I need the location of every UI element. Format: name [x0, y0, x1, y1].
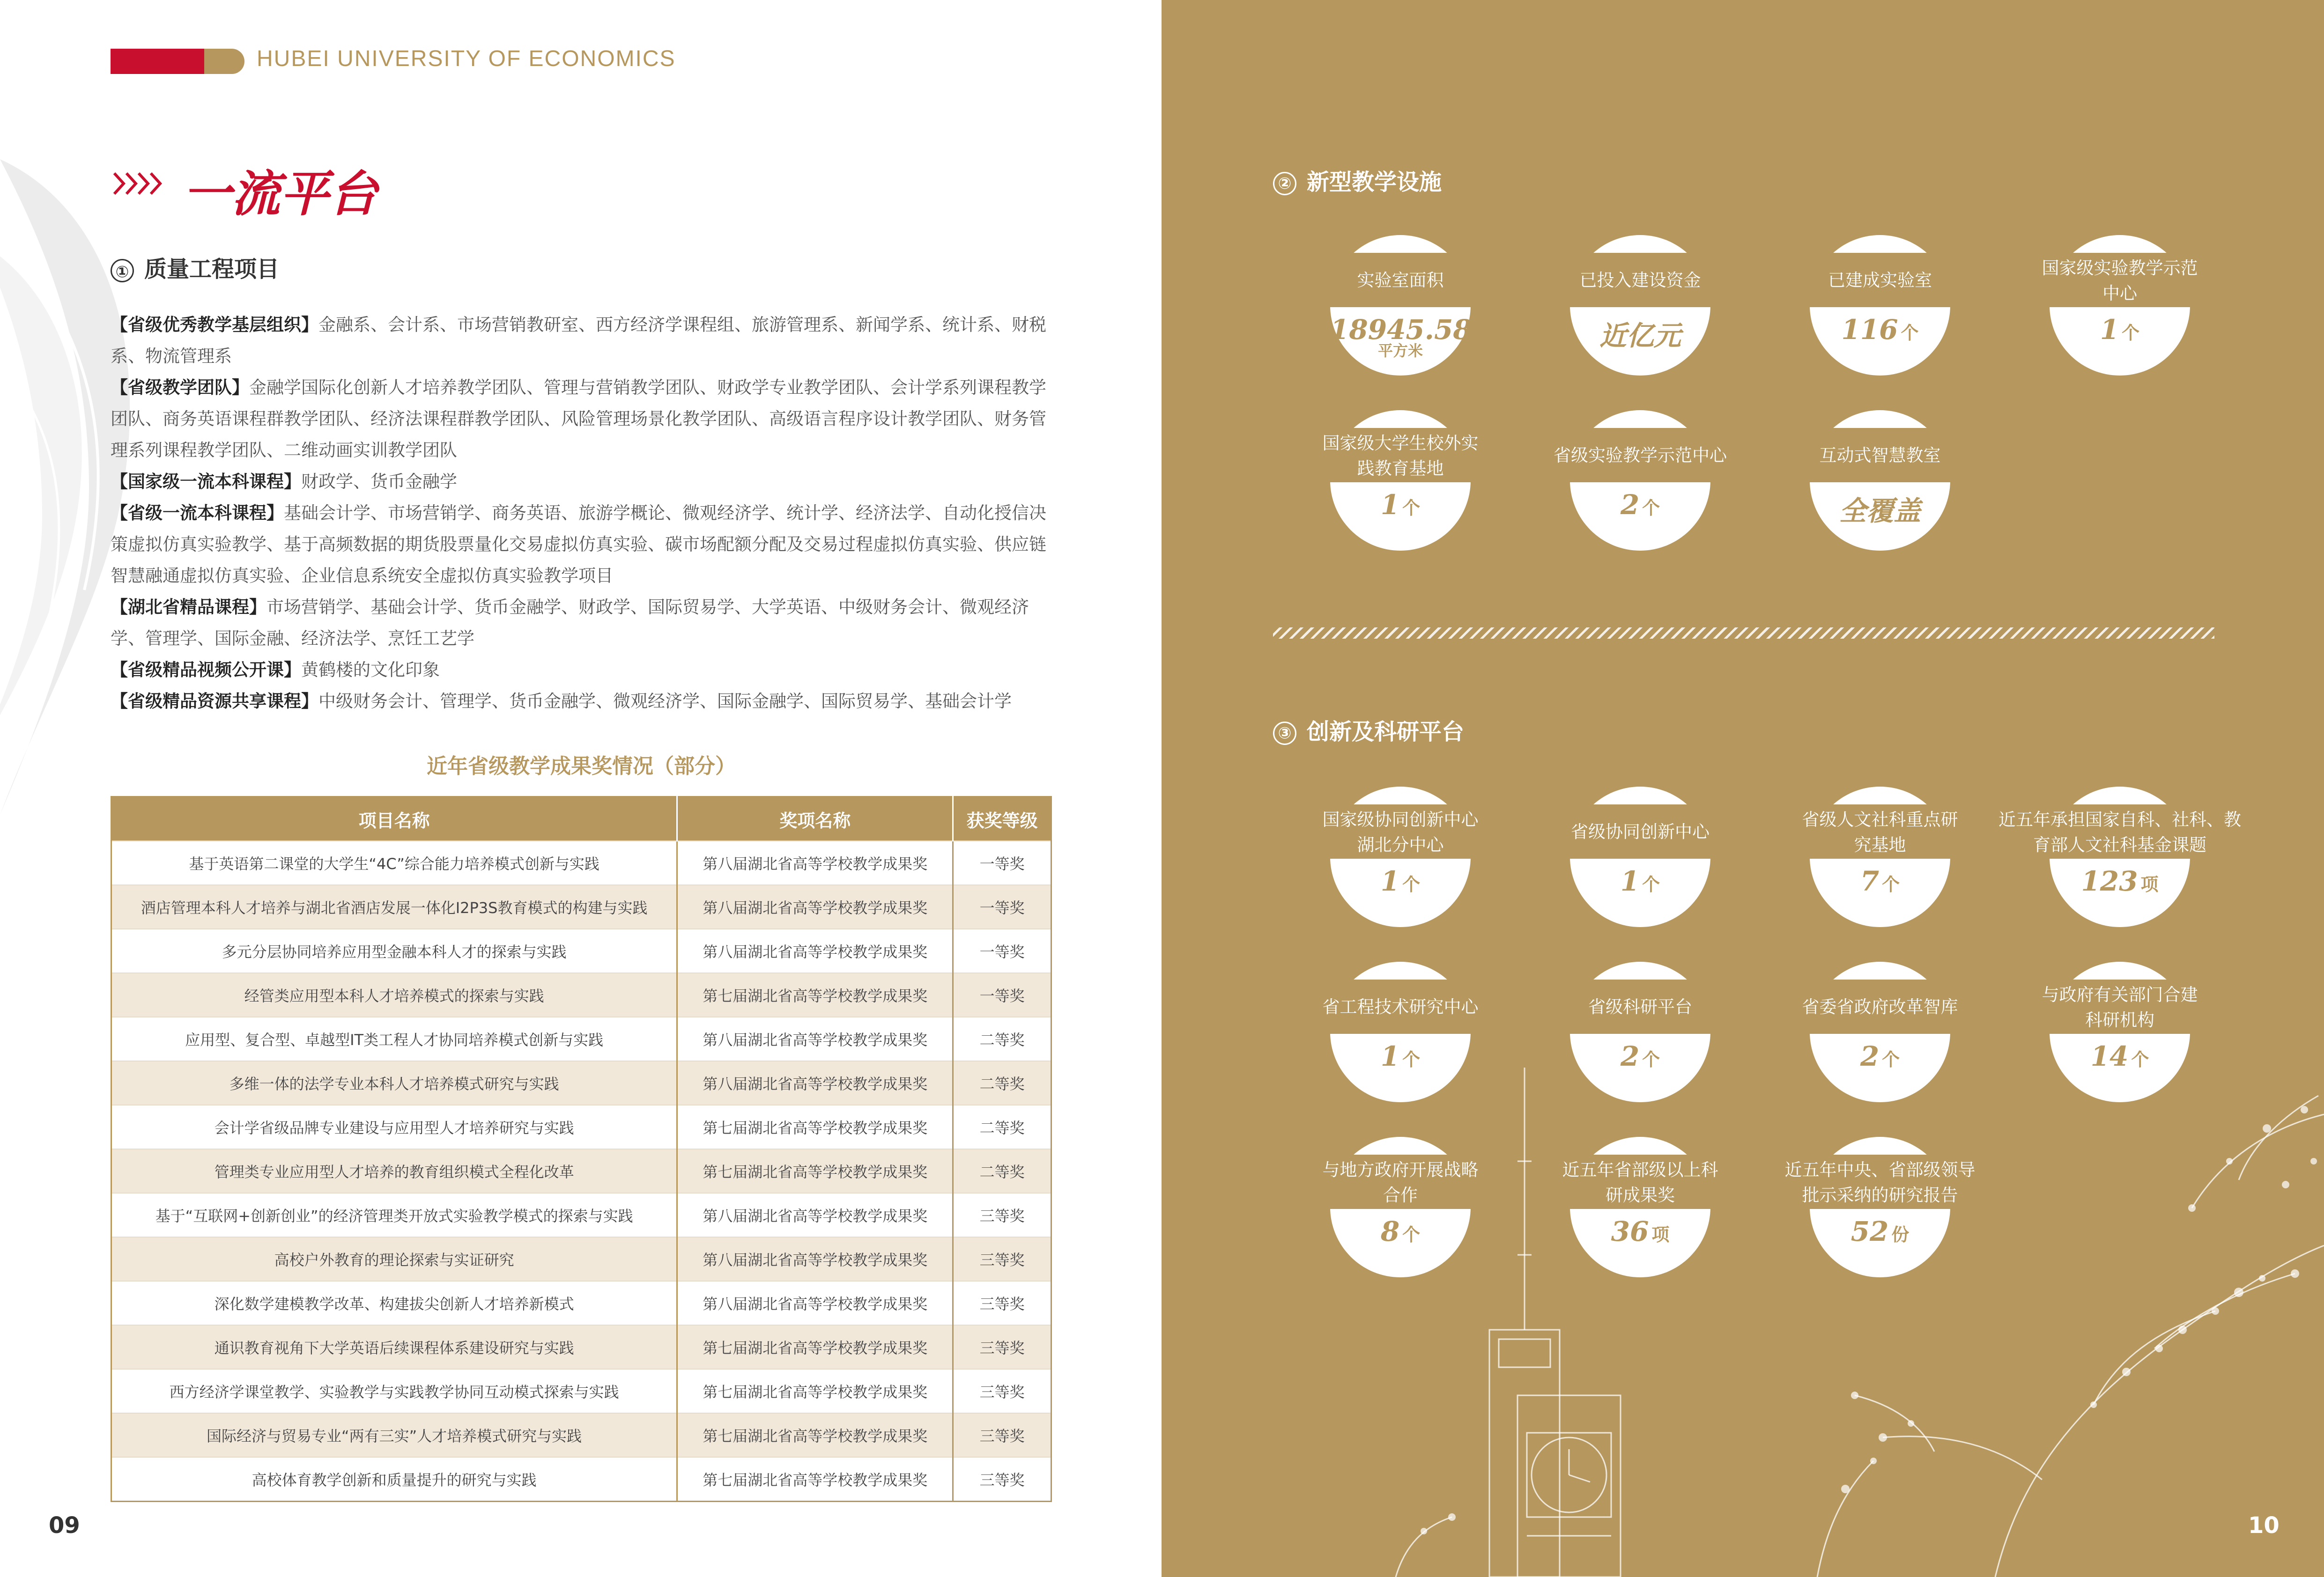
stat-construction-funds	[1570, 235, 1710, 376]
table-header-row	[111, 797, 1051, 841]
stat-value: 1	[1380, 865, 1400, 897]
award-name-cell: 第八届湖北省高等学校教学成果奖	[677, 885, 953, 929]
stat-value: 近亿元	[1599, 320, 1681, 352]
stat-unit: 个	[1402, 874, 1421, 895]
table-row	[111, 1105, 1051, 1149]
stat-unit: 个	[1402, 1224, 1421, 1245]
table-row	[111, 1193, 1051, 1237]
project-name-cell: 会计学省级品牌专业建设与应用型人才培养研究与实践	[111, 1105, 677, 1149]
stat-value-wrap	[1570, 314, 1710, 353]
stat-label: 已建成实验室	[1828, 270, 1932, 290]
stat-value-wrap	[1570, 865, 1710, 897]
award-name-cell: 第七届湖北省高等学校教学成果奖	[677, 1413, 953, 1457]
award-level-cell: 二等奖	[953, 1105, 1051, 1149]
stat-unit: 个	[1642, 874, 1660, 895]
award-level-cell: 一等奖	[953, 885, 1051, 929]
stat-unit: 个	[2131, 1049, 2149, 1070]
stat-value: 14	[2090, 1040, 2129, 1072]
university-name: HUBEI UNIVERSITY OF ECONOMICS	[257, 46, 676, 71]
stat-unit: 个	[1901, 322, 1919, 343]
award-name-cell: 第八届湖北省高等学校教学成果奖	[677, 841, 953, 885]
stat-value: 1	[1620, 865, 1640, 897]
stat-label: 近五年承担国家自科、社科、教育部人文社科基金课题	[1998, 810, 2241, 855]
stat-value: 全覆盖	[1839, 495, 1921, 527]
project-paragraph	[111, 372, 1052, 466]
project-category: 【省级教学团队】	[111, 377, 249, 398]
award-level-cell: 三等奖	[953, 1325, 1051, 1369]
award-level-cell: 一等奖	[953, 841, 1051, 885]
table-row	[111, 1413, 1051, 1457]
project-category: 【省级优秀教学基层组织】	[111, 315, 318, 335]
award-name-cell: 第七届湖北省高等学校教学成果奖	[677, 1325, 953, 1369]
award-name-cell: 第八届湖北省高等学校教学成果奖	[677, 1281, 953, 1325]
stat-label: 近五年省部级以上科研成果奖	[1562, 1160, 1718, 1205]
stat-unit: 项	[2140, 874, 2159, 895]
project-category: 【省级一流本科课程】	[111, 503, 284, 523]
stat-unit: 个	[1882, 874, 1900, 895]
stat-funded-projects	[1998, 787, 2241, 927]
project-paragraph	[111, 309, 1052, 372]
stat-unit: 项	[1651, 1224, 1670, 1245]
award-level-cell: 三等奖	[953, 1237, 1051, 1281]
award-name-cell: 第八届湖北省高等学校教学成果奖	[677, 1237, 953, 1281]
project-name-cell: 高校体育教学创新和质量提升的研究与实践	[111, 1457, 677, 1502]
table-row	[111, 1325, 1051, 1369]
award-level-cell: 三等奖	[953, 1457, 1051, 1502]
project-name-cell: 高校户外教育的理论探索与实证研究	[111, 1237, 677, 1281]
stat-strategic-cooperation	[1322, 1137, 1479, 1277]
table-row	[111, 841, 1051, 885]
stat-value-wrap	[1810, 865, 1950, 897]
project-name-cell: 多元分层协同培养应用型金融本科人才的探索与实践	[111, 929, 677, 973]
table-row	[111, 1149, 1051, 1193]
section-number: ③	[1273, 722, 1296, 745]
stat-value-wrap	[1810, 1040, 1950, 1072]
award-name-cell: 第七届湖北省高等学校教学成果奖	[677, 1149, 953, 1193]
page-number-left: 09	[49, 1512, 80, 1539]
stat-value-wrap	[1810, 489, 1950, 528]
table-row	[111, 1369, 1051, 1413]
project-category: 【省级精品视频公开课】	[111, 660, 301, 680]
project-paragraph	[111, 685, 1052, 717]
project-paragraph	[111, 466, 1052, 497]
stat-value-wrap	[1330, 314, 1471, 361]
table-row	[111, 1457, 1051, 1502]
stat-value-wrap	[2050, 1040, 2190, 1072]
stat-label: 省委省政府改革智库	[1802, 997, 1958, 1017]
stat-value-wrap	[1810, 314, 1950, 346]
project-text: 市场营销学、基础会计学、货币金融学、财政学、国际贸易学、大学英语、中级财务会计、微观经济学、管理学、国际金融、经济法学、烹饪工艺学	[111, 597, 1029, 648]
table-row	[111, 973, 1051, 1017]
stat-label: 国家级协同创新中心湖北分中心	[1322, 810, 1479, 855]
stat-value: 1	[2100, 314, 2119, 346]
section-new-facilities	[1273, 164, 1442, 196]
stat-labs-built	[1810, 235, 1950, 376]
stat-value-wrap	[1570, 489, 1710, 521]
project-text: 基础会计学、市场营销学、商务英语、旅游学概论、微观经济学、统计学、经济法学、自动化授信决策虚拟仿真实验教学、基于高频数据的期货股票量化交易虚拟仿真实验、碳市场配额分配及交易过程虚拟仿真实验、供应链智慧融通虚拟仿真实验、企业信息系统安全虚拟仿真实验教学项目	[111, 503, 1046, 586]
project-name-cell: 通识教育视角下大学英语后续课程体系建设研究与实践	[111, 1325, 677, 1369]
award-name-cell: 第八届湖北省高等学校教学成果奖	[677, 1017, 953, 1061]
project-name-cell: 多维一体的法学专业本科人才培养模式研究与实践	[111, 1061, 677, 1105]
table-row	[111, 1017, 1051, 1061]
stat-value: 36	[1611, 1216, 1649, 1247]
award-name-cell: 第八届湖北省高等学校教学成果奖	[677, 1193, 953, 1237]
stat-label: 省工程技术研究中心	[1322, 997, 1479, 1017]
award-level-cell: 三等奖	[953, 1193, 1051, 1237]
project-text: 中级财务会计、管理学、货币金融学、微观经济学、国际金融学、国际贸易学、基础会计学	[318, 691, 1012, 711]
stat-value: 2	[1860, 1040, 1880, 1072]
brand-bar	[111, 49, 244, 74]
project-name-cell: 经管类应用型本科人才培养模式的探索与实践	[111, 973, 677, 1017]
stat-value-wrap	[2050, 314, 2190, 346]
award-level-cell: 一等奖	[953, 929, 1051, 973]
project-text: 财政学、货币金融学	[301, 472, 457, 492]
section-quality-projects	[111, 251, 279, 283]
stat-national-coinnovation	[1322, 787, 1479, 927]
stat-unit: 份	[1891, 1224, 1910, 1245]
project-name-cell: 基于英语第二课堂的大学生“4C”综合能力培养模式创新与实践	[111, 841, 677, 885]
stat-label: 国家级大学生校外实践教育基地	[1322, 433, 1479, 479]
table-row	[111, 1061, 1051, 1105]
chevrons-icon	[112, 169, 169, 198]
stat-label: 省级协同创新中心	[1571, 822, 1710, 842]
stat-value-wrap	[1330, 1040, 1471, 1072]
stat-value: 8	[1380, 1216, 1400, 1247]
project-name-cell: 管理类专业应用型人才培养的教育组织模式全程化改革	[111, 1149, 677, 1193]
stat-value-wrap	[1570, 1216, 1710, 1247]
stat-unit: 个	[1642, 1049, 1660, 1070]
project-name-cell: 应用型、复合型、卓越型IT类工程人才协同培养模式创新与实践	[111, 1017, 677, 1061]
project-paragraph	[111, 497, 1052, 591]
award-level-cell: 三等奖	[953, 1369, 1051, 1413]
award-name-cell: 第八届湖北省高等学校教学成果奖	[677, 929, 953, 973]
stat-label: 国家级实验教学示范中心	[2042, 258, 2198, 303]
project-category: 【省级精品资源共享课程】	[111, 691, 318, 711]
section-number: ②	[1273, 172, 1296, 195]
project-name-cell: 国际经济与贸易专业“两有三实”人才培养模式研究与实践	[111, 1413, 677, 1457]
stat-value: 52	[1850, 1216, 1889, 1247]
stat-unit: 个	[1882, 1049, 1900, 1070]
stat-smart-classroom	[1810, 410, 1950, 551]
stat-unit: 个	[1642, 497, 1660, 518]
award-level-cell: 一等奖	[953, 973, 1051, 1017]
stat-national-demo-center	[2042, 235, 2198, 376]
project-list	[111, 309, 1052, 717]
section-title: 新型教学设施	[1307, 169, 1442, 195]
project-paragraph	[111, 591, 1052, 654]
stat-think-tank	[1802, 962, 1958, 1102]
section-title: 创新及科研平台	[1307, 719, 1465, 745]
stat-value-wrap	[1330, 489, 1471, 521]
award-name-cell: 第七届湖北省高等学校教学成果奖	[677, 1105, 953, 1149]
hatched-divider	[1273, 627, 2214, 639]
stat-label: 已投入建设资金	[1579, 270, 1701, 290]
stat-value-wrap	[1570, 1040, 1710, 1072]
stat-label: 省级科研平台	[1588, 997, 1692, 1017]
stat-lab-area	[1330, 235, 1471, 376]
stat-research-awards	[1562, 1137, 1718, 1277]
stat-value-wrap	[1330, 865, 1471, 897]
stat-value: 7	[1860, 865, 1880, 897]
stat-value: 116	[1841, 314, 1898, 346]
stat-label: 实验室面积	[1357, 270, 1444, 290]
stat-value: 18945.58	[1330, 314, 1472, 346]
column-header: 项目名称	[111, 797, 677, 841]
section-title: 质量工程项目	[144, 256, 280, 282]
stat-unit: 平方米	[1377, 342, 1423, 360]
award-name-cell: 第七届湖北省高等学校教学成果奖	[677, 1369, 953, 1413]
stat-unit: 个	[1402, 1049, 1421, 1070]
stat-value: 2	[1620, 489, 1640, 521]
project-category: 【湖北省精品课程】	[111, 597, 266, 617]
stat-value: 123	[2081, 865, 2138, 897]
award-level-cell: 三等奖	[953, 1281, 1051, 1325]
stat-adopted-reports	[1784, 1137, 1976, 1277]
project-text: 黄鹤楼的文化印象	[301, 660, 440, 680]
page-title: 一流平台	[183, 165, 378, 222]
project-text: 金融系、会计系、市场营销教研室、西方经济学课程组、旅游管理系、新闻学系、统计系、财税系、物流管理系	[111, 315, 1046, 366]
stat-joint-institutes	[2042, 962, 2198, 1102]
table-title: 近年省级教学成果奖情况（部分）	[427, 754, 736, 778]
table-row	[111, 1237, 1051, 1281]
section-innovation-platforms	[1273, 714, 1464, 746]
stat-provincial-coinnovation	[1570, 787, 1710, 927]
table-row	[111, 1281, 1051, 1325]
project-paragraph	[111, 654, 1052, 685]
section-number: ①	[111, 259, 134, 282]
table-row	[111, 929, 1051, 973]
stat-label: 与地方政府开展战略合作	[1322, 1160, 1479, 1205]
stat-value-wrap	[1330, 1216, 1471, 1247]
stat-practice-base	[1322, 410, 1479, 551]
award-level-cell: 二等奖	[953, 1149, 1051, 1193]
column-header: 获奖等级	[953, 797, 1051, 841]
stat-unit: 个	[1402, 497, 1421, 518]
stat-value-wrap	[1810, 1216, 1950, 1247]
project-name-cell: 深化数学建模教学改革、构建拔尖创新人才培养新模式	[111, 1281, 677, 1325]
page-number-right: 10	[2248, 1512, 2280, 1539]
stat-value-wrap	[2050, 865, 2190, 897]
award-name-cell: 第七届湖北省高等学校教学成果奖	[677, 1457, 953, 1502]
stat-label: 省级实验教学示范中心	[1554, 445, 1727, 465]
table-row	[111, 885, 1051, 929]
column-header: 奖项名称	[677, 797, 953, 841]
stat-provincial-demo-center	[1554, 410, 1727, 551]
project-category: 【国家级一流本科课程】	[111, 472, 301, 492]
project-name-cell: 酒店管理本科人才培养与湖北省酒店发展一体化I2P3S教育模式的构建与实践	[111, 885, 677, 929]
project-text: 金融学国际化创新人才培养教学团队、管理与营销教学团队、财政学专业教学团队、会计学系列课程教学团队、商务英语课程群教学团队、经济法课程群教学团队、风险管理场景化教学团队、高级语言程序设计教学团队、财务管理系列课程教学团队、二维动画实训教学团队	[111, 377, 1046, 460]
stat-unit: 个	[2122, 322, 2140, 343]
stat-label: 近五年中央、省部级领导批示采纳的研究报告	[1784, 1160, 1976, 1205]
stat-value: 1	[1380, 1040, 1400, 1072]
award-level-cell: 二等奖	[953, 1061, 1051, 1105]
stat-humanities-base	[1802, 787, 1958, 927]
stat-label: 省级人文社科重点研究基地	[1802, 810, 1958, 855]
stat-label: 与政府有关部门合建科研机构	[2042, 985, 2198, 1030]
stat-research-platform	[1570, 962, 1710, 1102]
award-level-cell: 二等奖	[953, 1017, 1051, 1061]
project-name-cell: 西方经济学课堂教学、实验教学与实践教学协同互动模式探索与实践	[111, 1369, 677, 1413]
award-level-cell: 三等奖	[953, 1413, 1051, 1457]
stat-value: 1	[1380, 489, 1400, 521]
project-name-cell: 基于“互联网+创新创业”的经济管理类开放式实验教学模式的探索与实践	[111, 1193, 677, 1237]
stat-label: 互动式智慧教室	[1819, 445, 1941, 465]
awards-table	[111, 796, 1052, 1502]
award-name-cell: 第七届湖北省高等学校教学成果奖	[677, 973, 953, 1017]
stat-value: 2	[1620, 1040, 1640, 1072]
stat-engineering-center	[1322, 962, 1479, 1102]
award-name-cell: 第八届湖北省高等学校教学成果奖	[677, 1061, 953, 1105]
